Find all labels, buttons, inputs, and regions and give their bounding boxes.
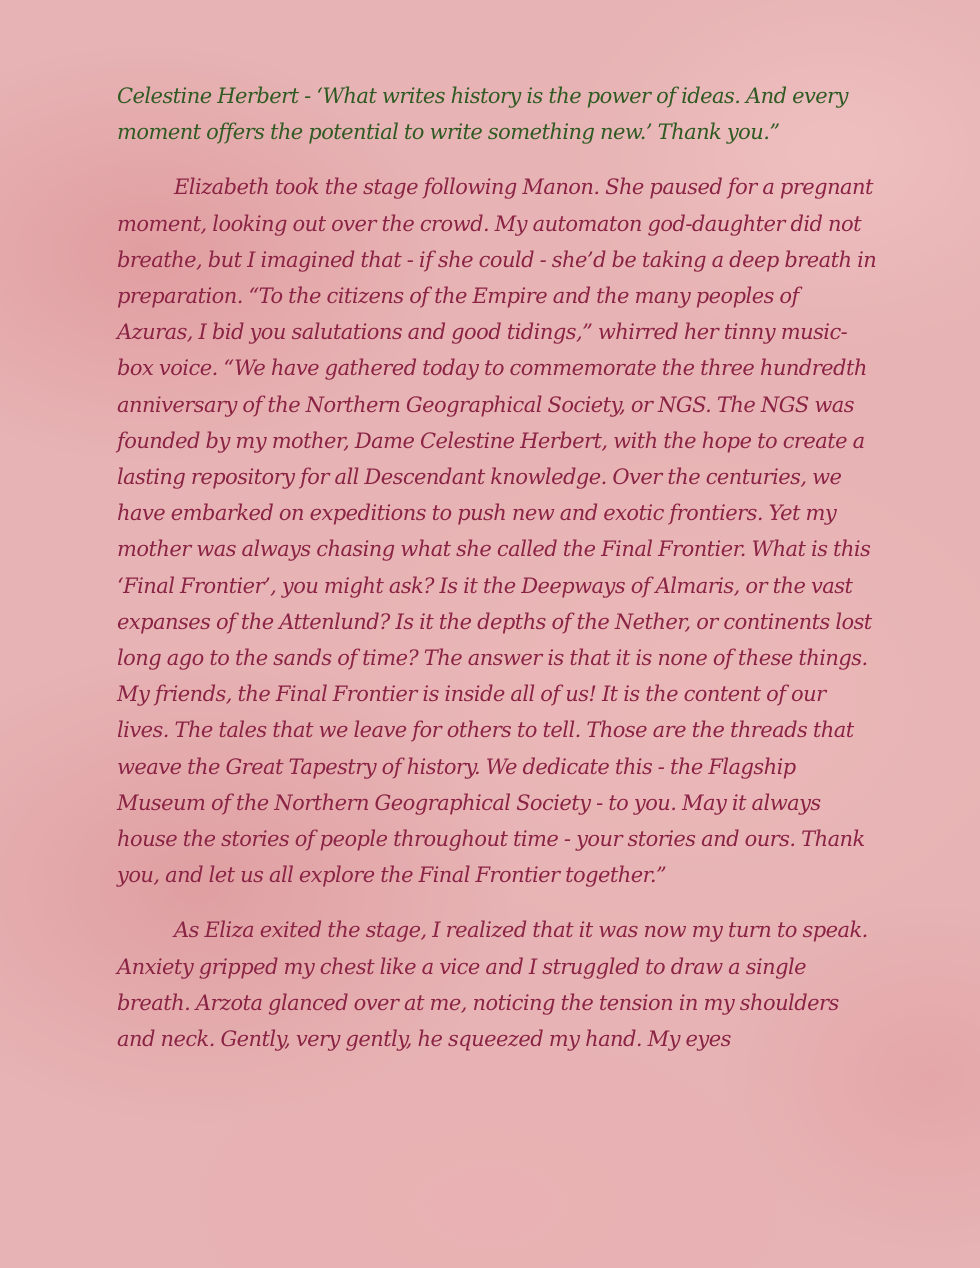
paragraph-narrator-turn: As Eliza exited the stage, I realized that it was now my turn to speak. Anxiety gripped my chest like a vice and I struggled to draw a single breath. Arzota glanced over at me, noticing the tension in my shoulders and neck. Gently, very gently, he squeezed my hand. My eyes xyxy=(117,918,868,1052)
paragraph-elizabeth-speech: Elizabeth took the stage following Manon. She paused for a pregnant moment, looking out over the crowd. My automaton god-daughter did not breathe, but I imagined that - if she could - she’d be taking a deep breath in preparation. “To the citizens of the Empire and the many peoples of Azuras, I bid you salutations and good tidings,” whirred her tinny music-box voice. “We have gathered today to commemorate the three hundredth anniversary of the Northern Geographical Society, or NGS. The NGS was founded by my mother, Dame Celestine Herbert, with the hope to create a lasting repository for all Descendant knowledge. Over the centuries, we have embarked on expeditions to push new and exotic frontiers. Yet my mother was always chasing what she called the Final Frontier. What is this ‘Final Frontier’, you might ask? Is it the Deepways of Almaris, or the vast expanses of the Attenlund? Is it the depths of the Nether, or continents lost long ago to the sands of time? The answer is that it is none of these things. My friends, the Final Frontier is inside all of us! It is the content of our lives. The tales that we leave for others to tell. Those are the threads that weave the Great Tapestry of history. We dedicate this - the Flagship Museum of the Northern Geographical Society - to you. May it always house the stories of people throughout time - your stories and ours. Thank you, and let us all explore the Final Frontier together.” xyxy=(117,175,877,888)
paragraph-gap xyxy=(117,893,877,912)
page-body xyxy=(117,78,877,1057)
paragraph-celestine-quote: Celestine Herbert - ‘What writes history is the power of ideas. And every moment offers the potential to write something new.’ Thank you.” xyxy=(117,84,848,145)
paragraph-gap xyxy=(117,150,877,169)
